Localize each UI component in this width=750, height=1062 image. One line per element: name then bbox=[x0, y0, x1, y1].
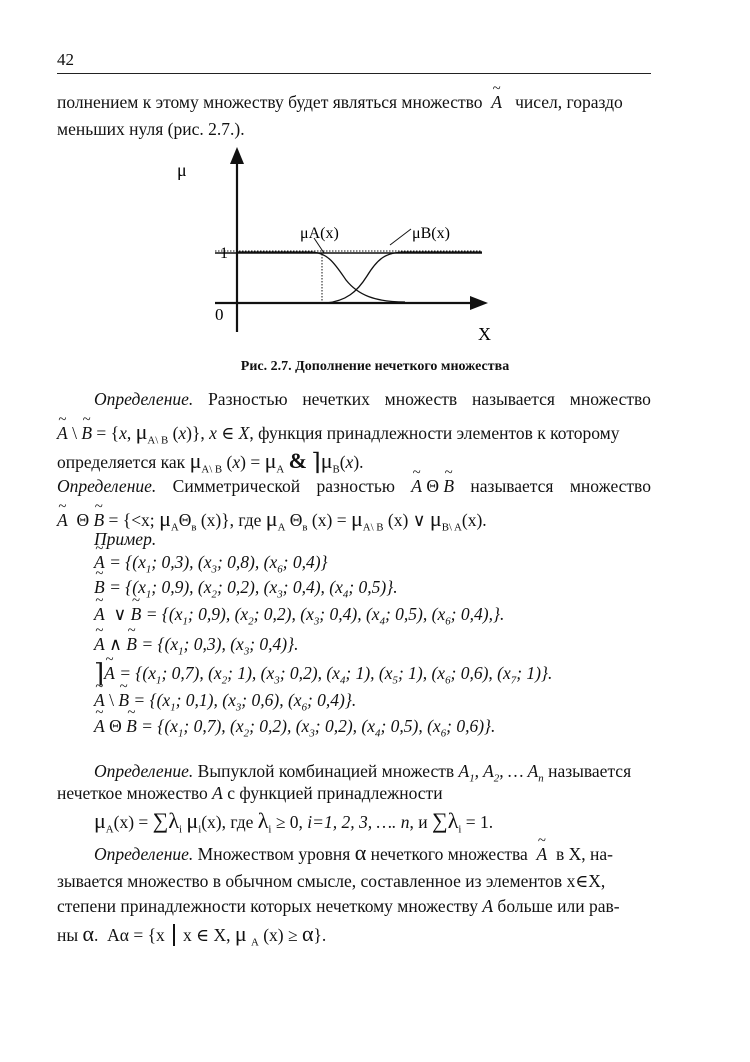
example-line-5: ⌉~ $A = \{(x_1$; 0,7), ($x_2$; 1), ($x_3$; 0,2), ($x_4$; 1), ($x_5$; 1), ($x_6$; 0,6), ($x_7$; 1)}. bbox=[94, 663, 552, 688]
def4-term: Определение. bbox=[94, 844, 194, 864]
example-line-7: ~ A Θ ~ $B = \{(x_1$; 0,7), ($x_2$; 0,2), ($x_3$; 0,2), ($x_4$; 0,5), ($x_6$; 0,6)}. bbox=[94, 716, 495, 741]
figure-caption: Рис. 2.7. Дополнение нечеткого множества bbox=[240, 359, 510, 374]
curve-mu-b bbox=[326, 252, 482, 303]
paragraph-intro-line-2: меньших нуля (рис. 2.7.). bbox=[57, 119, 245, 139]
example-line-4: ~ A ∧ ~ $B = \{(x_1$; 0,3), ($x_3$; 0,4)}. bbox=[94, 634, 299, 659]
intro-text-2: чисел, гораздо bbox=[515, 92, 623, 112]
tick-zero-label: 0 bbox=[215, 305, 224, 324]
def3-term: Определение. bbox=[94, 761, 194, 781]
example-line-3: ~ A ∨ ~ $B = \{(x_1$; 0,9), ($x_2$; 0,2), ($x_3$; 0,4), ($x_4$; 0,5), ($x_6$; 0,4),}. bbox=[94, 604, 504, 629]
axis-y-label: μ bbox=[177, 160, 187, 180]
leader-mu-b bbox=[390, 229, 411, 245]
def2-line-1: Определение. Симметрической разностью ~ A Θ ~ B называется множество bbox=[57, 476, 651, 497]
def1-term: Определение. bbox=[94, 389, 194, 409]
def3-line-1: Определение. Выпуклой комбинацией множеств $A_1$, $A_2$, … $A_n$ называется bbox=[94, 761, 632, 785]
def2-term: Определение. bbox=[57, 476, 157, 496]
def4-line-2: зывается множество в обычном смысле, составленное из элементов x∈X, bbox=[57, 871, 606, 891]
def1-line-3: определяется как $\mu_{A\backslash B}$ $(x) = \mu_A$ & $⌉\mu_B(x)$. bbox=[57, 448, 364, 476]
x-axis-arrow bbox=[470, 296, 488, 310]
intro-text-1: полнением к этому множеству будет являться множество bbox=[57, 92, 483, 112]
def1-line-2: ~ A \ ~ B = {x, $\mu_{A\backslash B}$ (x)}, x ∈ X, функция принадлежности элементов к которому bbox=[57, 419, 619, 448]
example-title: Пример. bbox=[94, 529, 157, 549]
tick-one-label: 1 bbox=[220, 245, 228, 262]
header-rule bbox=[57, 73, 651, 74]
def3-formula: $\mu_A(x) = \sum\lambda_i$ $\mu_i(x)$, где $\lambda_i \ge 0$, i=1, 2, 3, …. n, и $\sum\lambda_i = 1$. bbox=[94, 808, 494, 836]
example-line-6: ~ A \ ~ $B = \{(x_1$; 0,1), ($x_3$; 0,6), ($x_6$; 0,4)}. bbox=[94, 690, 356, 715]
example-line-2: ~ $B = \{(x_1$; 0,9), ($x_2$; 0,2), ($x_3$; 0,4), ($x_4$; 0,5)}. bbox=[94, 577, 398, 602]
curve-a-label: μA(x) bbox=[300, 225, 339, 242]
page-number: 42 bbox=[57, 50, 74, 69]
def4-line-3: степени принадлежности которых нечеткому множеству A больше или рав- bbox=[57, 896, 620, 916]
example-line-1: ~ $A = \{(x_1$; 0,3), ($x_3$; 0,8), ($x_6$; 0,4)} bbox=[94, 552, 328, 577]
set-a-tilde: ~ A bbox=[491, 92, 502, 113]
def1-line-1: Определение. Разностью нечетких множеств называется множество bbox=[94, 389, 651, 409]
y-axis-arrow bbox=[230, 147, 244, 164]
paragraph-intro-line-1 bbox=[57, 92, 623, 113]
def4-line-4: ны α. Aα = {x x ∈ X, μ $_A$ (x) ≥ α}. bbox=[57, 921, 327, 949]
axis-x-label: X bbox=[478, 324, 491, 344]
def3-line-2: нечеткое множество A с функцией принадлежности bbox=[57, 783, 443, 803]
figure-membership-complement bbox=[150, 142, 510, 352]
curve-b-label: μB(x) bbox=[412, 225, 450, 242]
def4-line-1: Определение. Множеством уровня α нечеткого множества ~ A в X, на- bbox=[94, 840, 651, 866]
def2-line-2: ~ A Θ ~ B = {<x; $\mu_A\Theta_в$ (x)}, где $\mu_A$ $\Theta_в$ $(x) = \mu_{A\backslash B}$ (x) ∨ $\mu_{B\backslash A}(x)$. bbox=[57, 506, 487, 535]
